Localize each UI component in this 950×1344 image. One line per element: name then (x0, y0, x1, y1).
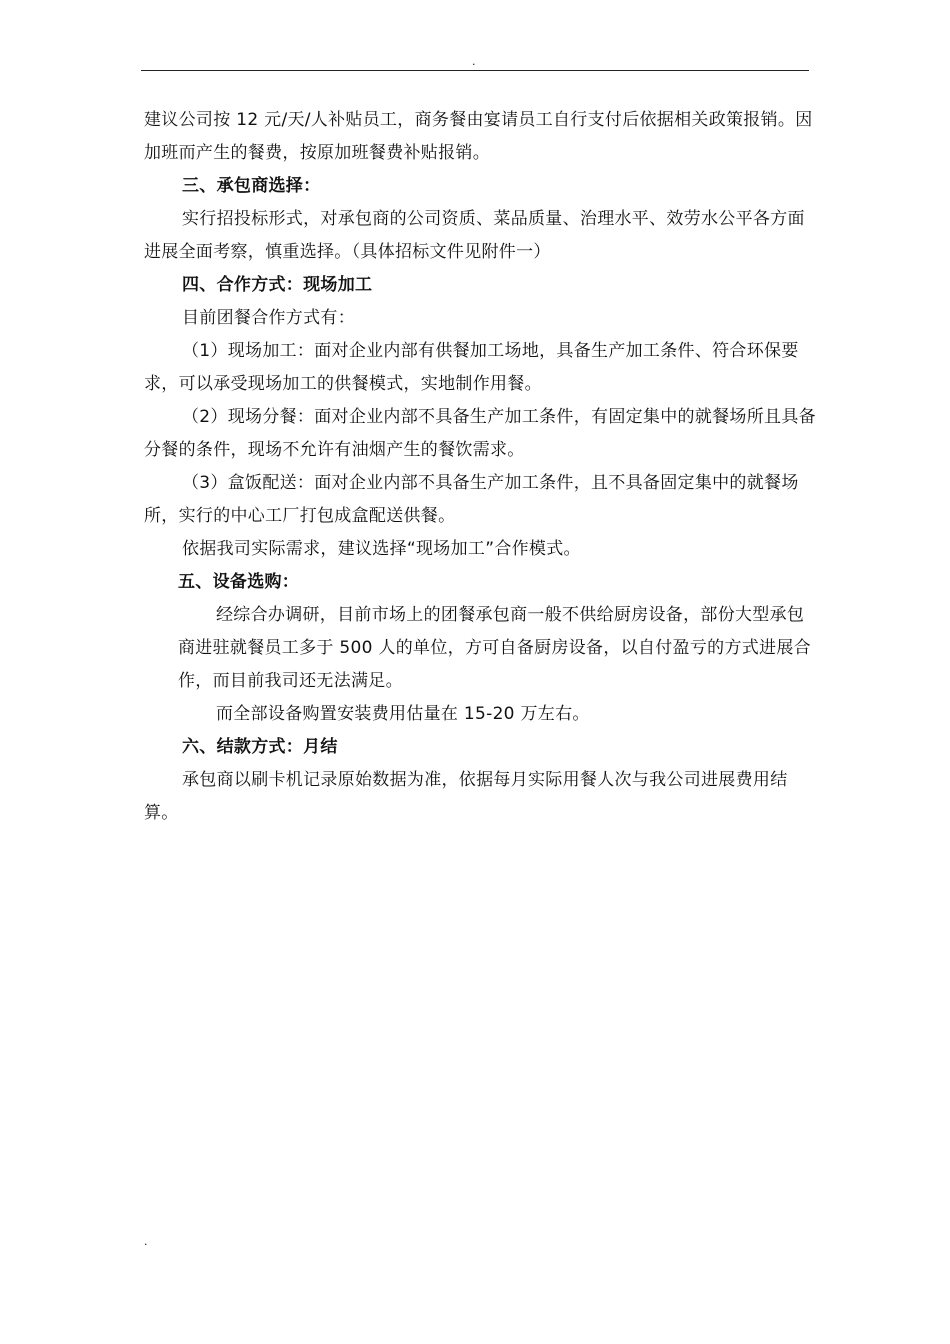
paragraph-settlement: 承包商以刷卡机记录原始数据为准，依据每月实际用餐人次与我公司进展费用结算。 (144, 770, 788, 823)
paragraph-modes-intro: 目前团餐合作方式有： (182, 308, 355, 328)
document-body (144, 104, 816, 830)
header-rule (141, 70, 809, 71)
header-mark: . (472, 55, 476, 68)
footer-mark: . (144, 1235, 148, 1248)
paragraph-mode-boxed: （3）盒饭配送：面对企业内部不具备生产加工条件，且不具备固定集中的就餐场所，实行的中心工厂打包成盒配送供餐。 (144, 473, 799, 526)
equipment-block (178, 599, 816, 731)
paragraph-mode-split: （2）现场分餐：面对企业内部不具备生产加工条件，有固定集中的就餐场所且具备分餐的条件，现场不允许有油烟产生的餐饮需求。 (144, 407, 816, 460)
paragraph-bidding: 实行招投标形式，对承包商的公司资质、菜品质量、治理水平、效劳水公平各方面进展全面考察，慎重选择。（具体招标文件见附件一） (144, 209, 805, 262)
paragraph-mode-recommendation: 依据我司实际需求，建议选择“现场加工”合作模式。 (182, 539, 581, 559)
heading-settlement: 六、结款方式：月结 (182, 737, 338, 757)
paragraph-equipment-research: 经综合办调研，目前市场上的团餐承包商一般不供给厨房设备，部份大型承包商进驻就餐员工多于 500 人的单位，方可自备厨房设备，以自付盈亏的方式进展合作，而目前我司还无法满足。 (178, 605, 811, 691)
heading-cooperation-mode: 四、合作方式：现场加工 (182, 275, 373, 295)
paragraph-subsidy: 建议公司按 12 元/天/人补贴员工，商务餐由宴请员工自行支付后依据相关政策报销。因加班而产生的餐费，按原加班餐费补贴报销。 (144, 110, 813, 163)
paragraph-equipment-cost: 而全部设备购置安装费用估量在 15-20 万左右。 (216, 704, 590, 724)
heading-equipment: 五、设备选购： (178, 572, 300, 592)
paragraph-mode-onsite: （1）现场加工：面对企业内部有供餐加工场地，具备生产加工条件、符合环保要求，可以承受现场加工的供餐模式，实地制作用餐。 (144, 341, 799, 394)
heading-contractor-selection: 三、承包商选择： (182, 176, 321, 196)
